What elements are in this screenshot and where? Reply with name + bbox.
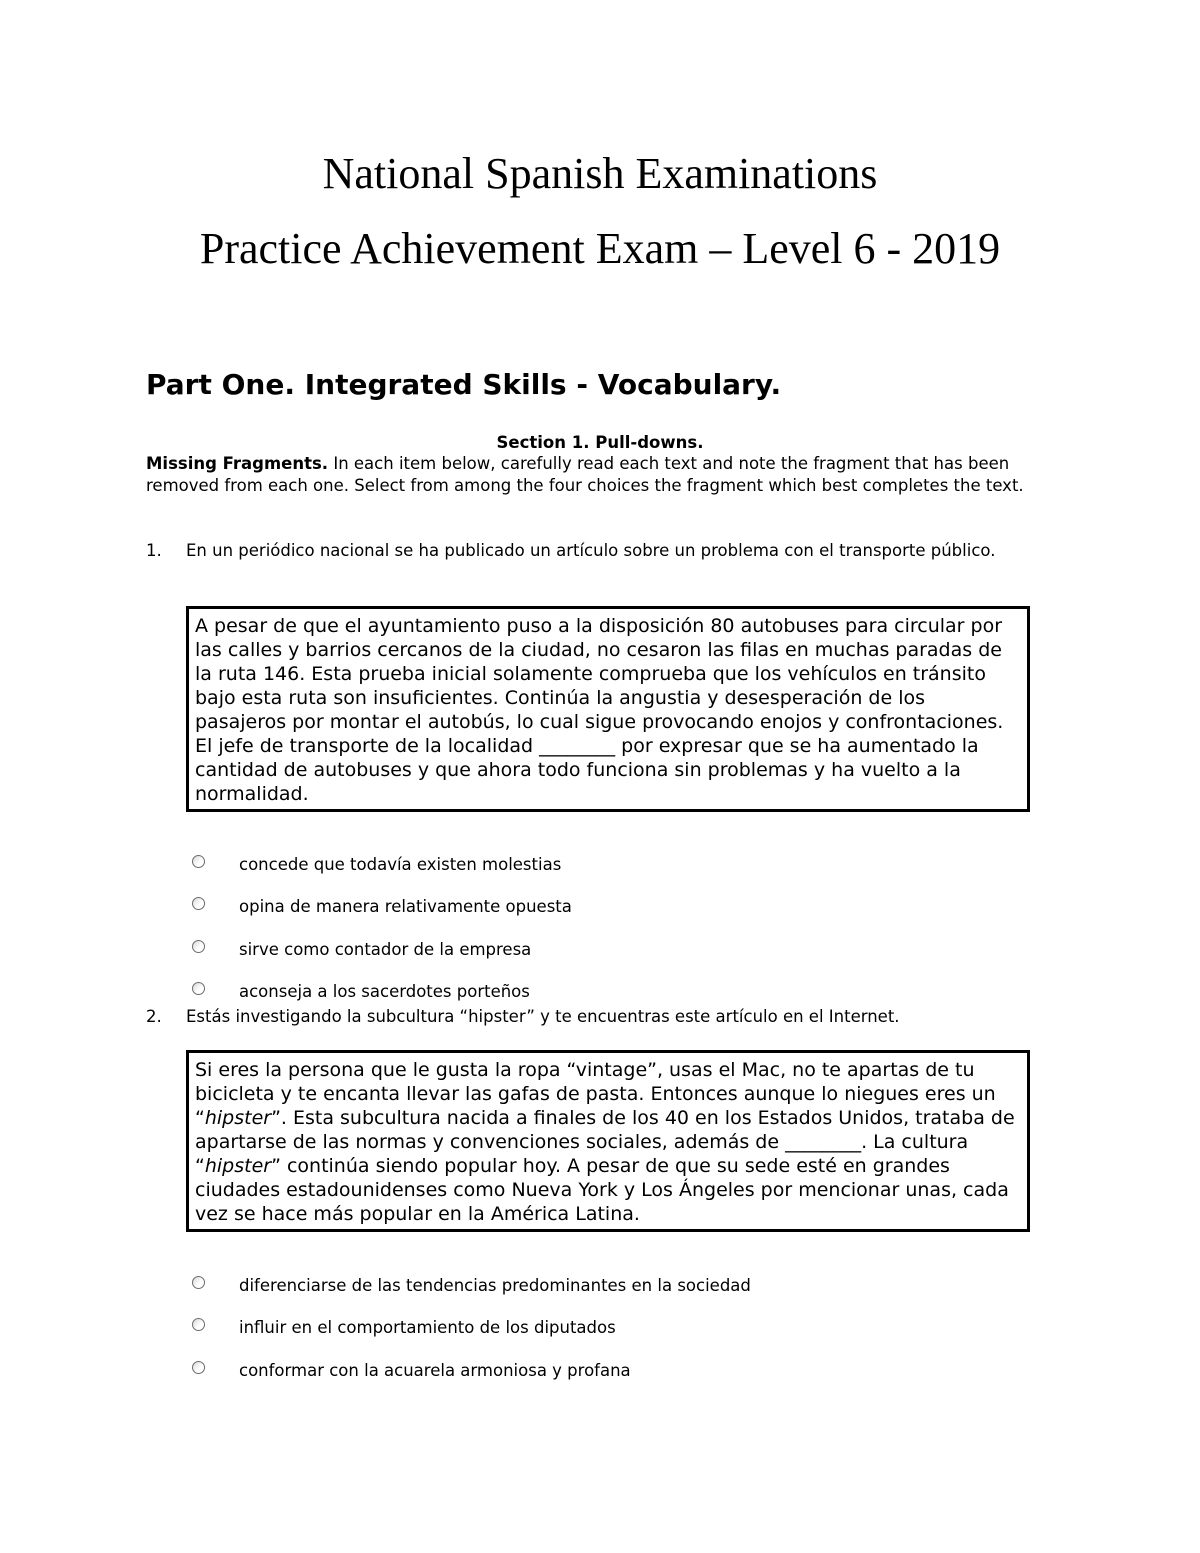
answer-option[interactable] xyxy=(192,928,572,971)
radio-button-icon[interactable] xyxy=(192,897,205,910)
passage-text: Si eres la persona que le gusta la ropa “vintage”, usas el Mac, no te apartas de tu bicicleta y te encanta llevar las gafas de pasta. Entonces aunque lo niegues eres un “ xyxy=(195,1059,996,1129)
radio-button-icon[interactable] xyxy=(192,982,205,995)
instructions xyxy=(146,453,1046,497)
passage-italic-term: hipster xyxy=(204,1155,272,1177)
radio-button-icon[interactable] xyxy=(192,940,205,953)
exam-subtitle: Practice Achievement Exam – Level 6 - 2019 xyxy=(199,224,1001,273)
answer-option-label: diferenciarse de las tendencias predominantes en la sociedad xyxy=(239,1275,751,1295)
question-prompt: En un periódico nacional se ha publicado un artículo sobre un problema con el transporte público. xyxy=(186,541,996,560)
passage-text: ”. Esta subcultura nacida a finales de los 40 en los Estados Unidos, trataba de apartarse de las normas y convenciones sociales, además de ________. La cultura “ xyxy=(195,1107,1015,1177)
section-heading: Section 1. Pull-downs. xyxy=(496,433,704,452)
answer-option[interactable] xyxy=(192,843,572,886)
answer-option-label: concede que todavía existen molestias xyxy=(239,854,562,874)
question-number: 1. xyxy=(146,541,162,560)
passage-italic-term: hipster xyxy=(204,1107,272,1129)
question-2-passage xyxy=(186,1050,1030,1232)
question-1-options xyxy=(192,843,572,1013)
answer-option[interactable] xyxy=(192,886,572,929)
question-number: 2. xyxy=(146,1007,162,1026)
question-prompt: Estás investigando la subcultura “hipster” y te encuentras este artículo en el Internet. xyxy=(186,1007,900,1026)
question-2-options xyxy=(192,1264,751,1392)
radio-button-icon[interactable] xyxy=(192,1318,205,1331)
question-1 xyxy=(146,540,1046,562)
answer-option-label: aconseja a los sacerdotes porteños xyxy=(239,982,530,1002)
answer-option[interactable] xyxy=(192,1307,751,1350)
radio-button-icon[interactable] xyxy=(192,1276,205,1289)
answer-option-label: conformar con la acuarela armoniosa y profana xyxy=(239,1360,631,1380)
instructions-lead: Missing Fragments. xyxy=(146,454,329,473)
answer-option[interactable] xyxy=(192,1264,751,1307)
question-1-passage: A pesar de que el ayuntamiento puso a la disposición 80 autobuses para circular por las calles y barrios cercanos de la ciudad, no cesaron las filas en muchas paradas de la ruta 146. Esta prueba inicial solamente comprueba que los vehículos en tránsito bajo esta ruta son insuficientes. Continúa la angustia y desesperación de los pasajeros por montar el autobús, lo cual sigue provocando enojos y confrontaciones. El jefe de transporte de la localidad ________ por expresar que se ha aumentado la cantidad de autobuses y que ahora todo funciona sin problemas y ha vuelto a la normalidad. xyxy=(186,606,1030,812)
question-2 xyxy=(146,1006,1046,1028)
answer-option-label: influir en el comportamiento de los diputados xyxy=(239,1318,616,1338)
answer-option-label: sirve como contador de la empresa xyxy=(239,939,532,959)
answer-option-label: opina de manera relativamente opuesta xyxy=(239,897,572,917)
passage-text: ” continúa siendo popular hoy. A pesar de que su sede esté en grandes ciudades estadounidenses como Nueva York y Los Ángeles por mencionar unas, cada vez se hace más popular en la América Latina. xyxy=(195,1155,1009,1225)
instructions-text: In each item below, carefully read each text and note the fragment that has been removed from each one. Select from among the four choices the fragment which best completes the text. xyxy=(146,454,1024,495)
answer-option[interactable] xyxy=(192,1349,751,1392)
radio-button-icon[interactable] xyxy=(192,855,205,868)
radio-button-icon[interactable] xyxy=(192,1361,205,1374)
exam-title: National Spanish Examinations xyxy=(322,149,878,198)
part-heading: Part One. Integrated Skills - Vocabulary. xyxy=(146,368,782,401)
